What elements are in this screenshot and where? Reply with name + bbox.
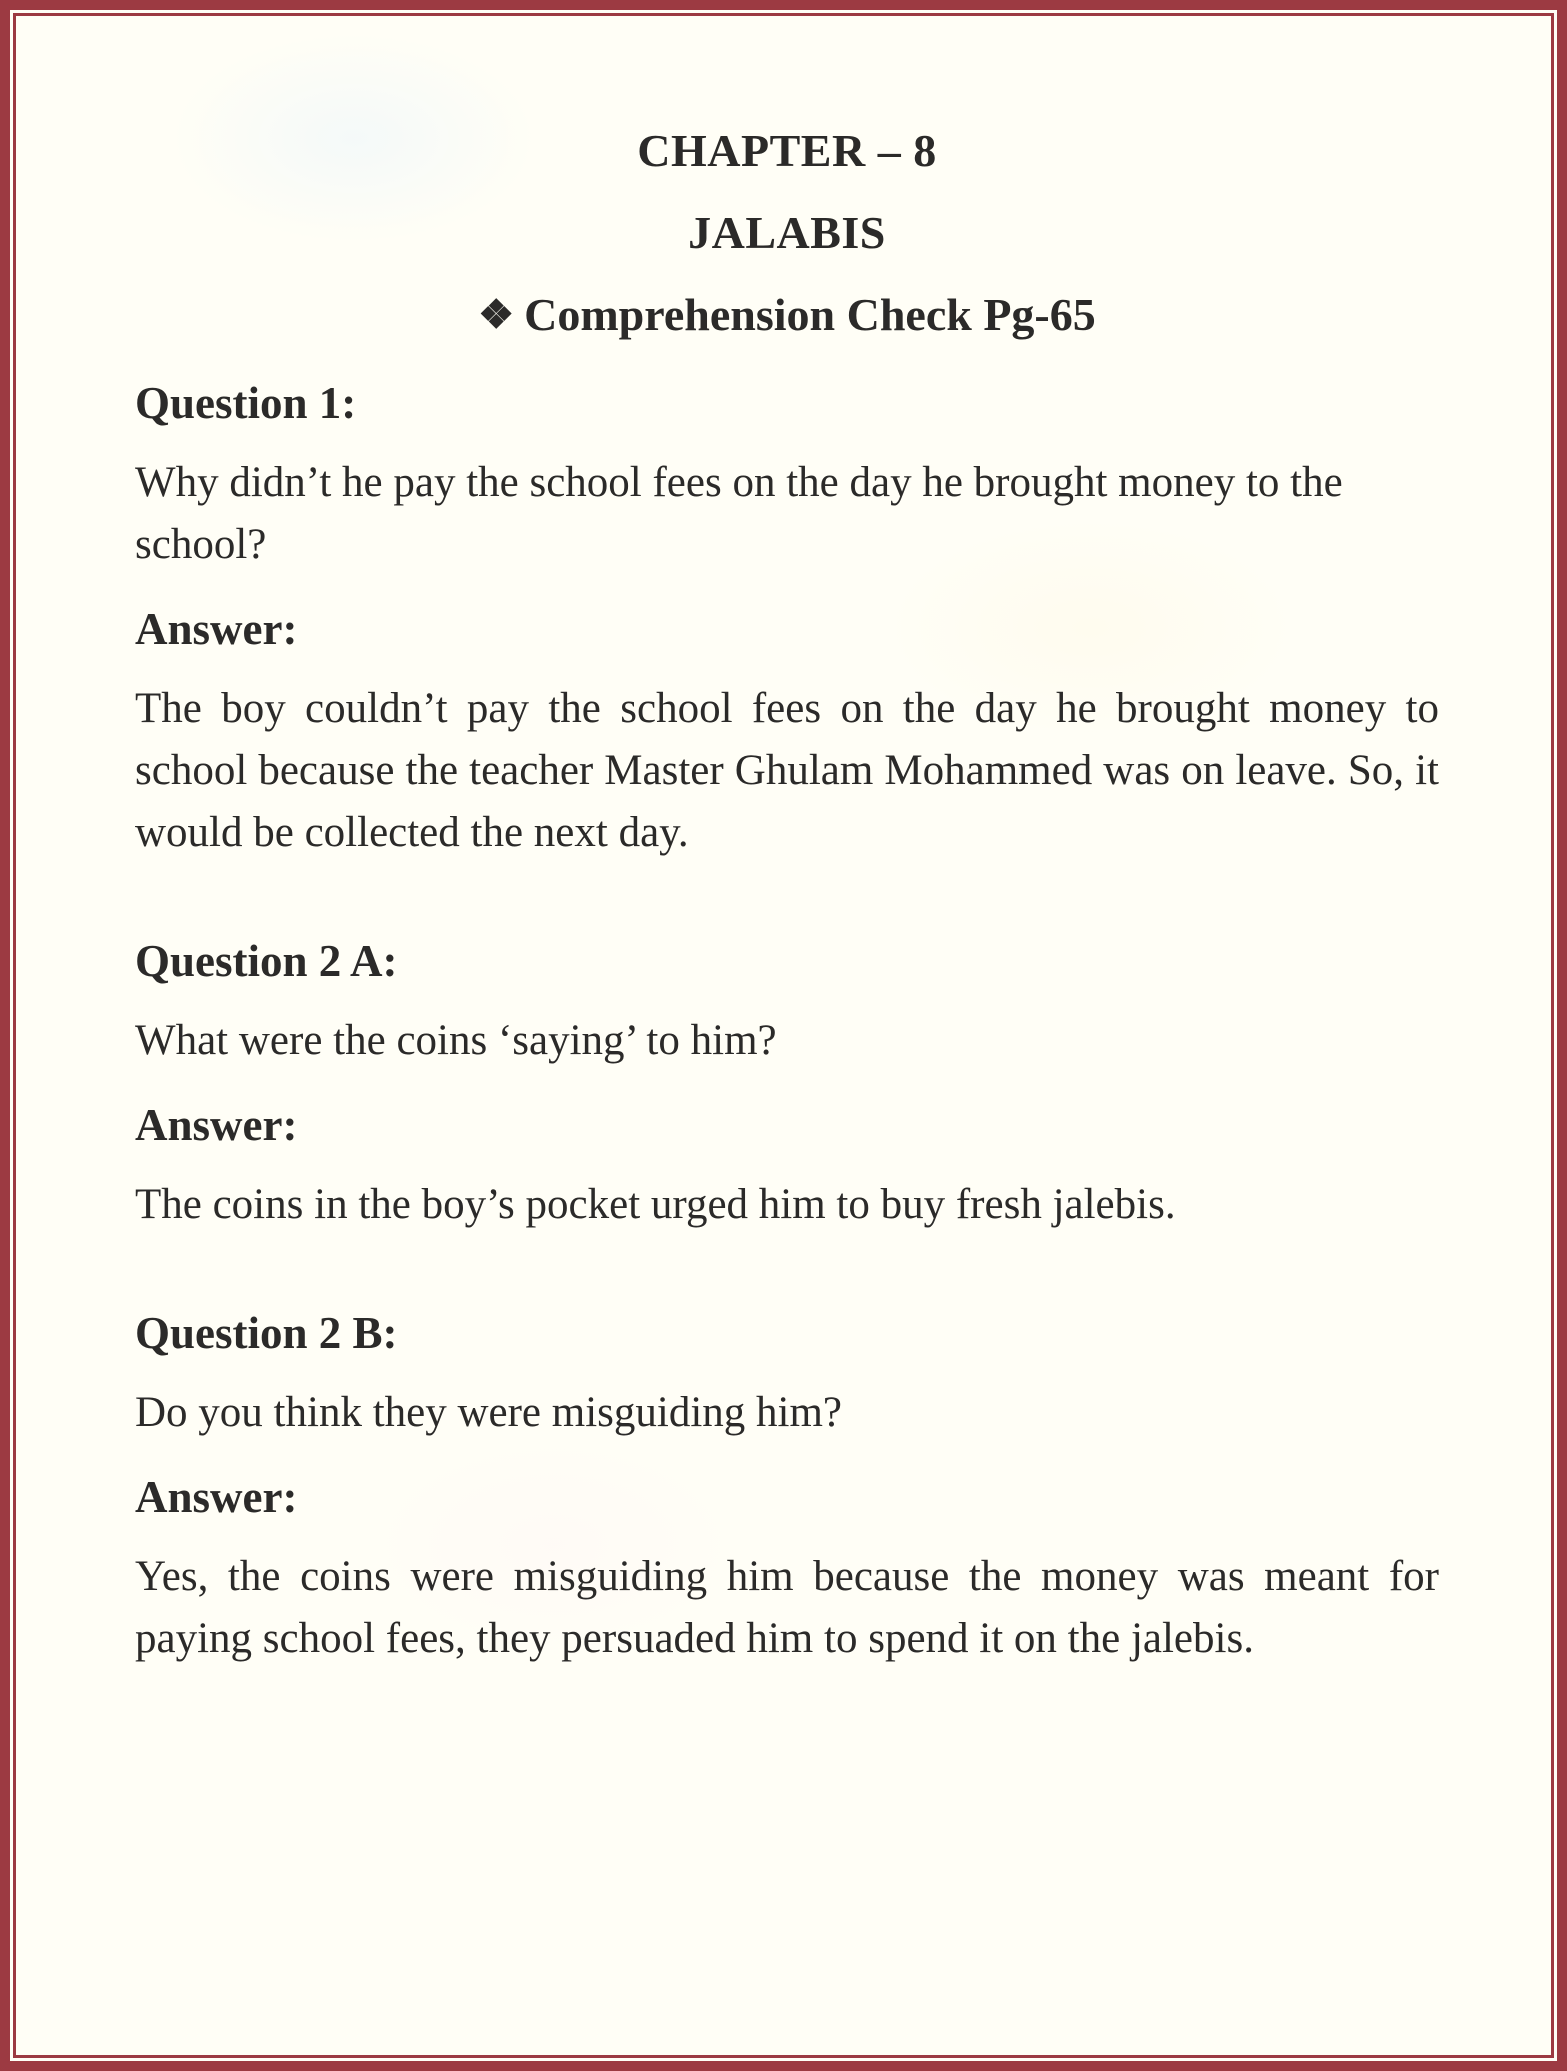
answer-text: Yes, the coins were misguiding him because the money was meant for paying school fees, they persuaded him to spend it on the jalebis. — [135, 1553, 1439, 1662]
diamond-bullet-icon: ❖ — [478, 292, 515, 337]
answer-text: The coins in the boy’s pocket urged him to buy fresh jalebis. — [135, 1181, 1176, 1228]
question-text: What were the coins ‘saying’ to him? — [135, 1017, 777, 1064]
section-title: Comprehension Check Pg-65 — [524, 289, 1096, 340]
question-text: Do you think they were misguiding him? — [135, 1389, 843, 1436]
paper-sheet — [10, 10, 1557, 2061]
answer-label: Answer: — [135, 1472, 298, 1522]
chapter-title: CHAPTER – 8 — [637, 125, 937, 176]
question-text: Why didn’t he pay the school fees on the day he brought money to the school? — [135, 459, 1343, 568]
inner-border-frame — [13, 13, 1554, 2058]
qa-block-question-2b — [135, 1302, 1439, 1670]
chapter-name: JALABIS — [688, 207, 886, 258]
answer-label: Answer: — [135, 604, 298, 654]
page-content — [16, 16, 1551, 1670]
question-label: Question 1: — [135, 378, 357, 428]
qa-block-question-2a — [135, 930, 1439, 1236]
question-label: Question 2 A: — [135, 936, 398, 986]
answer-text: The boy couldn’t pay the school fees on the day he brought money to school because the teacher Master Ghulam Mohammed was on leave. So, it would be collected the next day. — [135, 685, 1439, 856]
answer-label: Answer: — [135, 1100, 298, 1150]
section-heading — [135, 284, 1439, 348]
qa-block-question-1 — [135, 372, 1439, 864]
question-label: Question 2 B: — [135, 1308, 398, 1358]
